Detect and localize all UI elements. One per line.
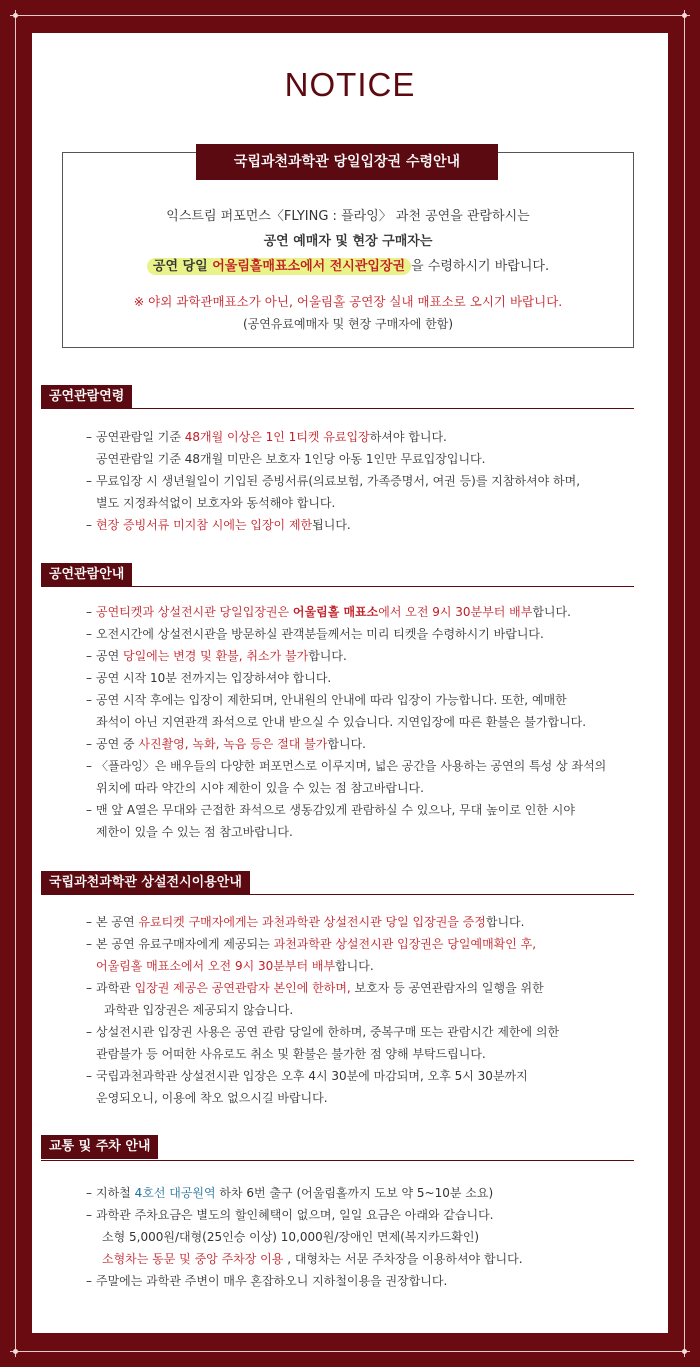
box-line-4: ※ 야외 과학관매표소가 아닌, 어울림홀 공연장 실내 매표소로 오시기 바랍니다. bbox=[133, 294, 563, 309]
list-item: – 맨 앞 A열은 무대와 근접한 좌석으로 생동감있게 관람하실 수 있으나, 무대 높이로 인한 시야 bbox=[86, 803, 575, 817]
page-title: NOTICE bbox=[284, 66, 416, 103]
box-line-2: 공연 예매자 및 현장 구매자는 bbox=[263, 234, 433, 249]
section-rule bbox=[41, 1160, 634, 1161]
list-item: – 과학관 입장권 제공은 공연관람자 본인에 한하며, 보호자 등 공연관람자의 일행을 위한 bbox=[86, 981, 544, 995]
section-header-age: 공연관람연령 bbox=[41, 385, 132, 409]
corner-dot-icon bbox=[13, 13, 18, 18]
list-item: – 공연 중 사진촬영, 녹화, 녹음 등은 절대 불가합니다. bbox=[86, 737, 366, 751]
notice-panel bbox=[32, 33, 668, 1333]
border-line-left bbox=[15, 10, 16, 1357]
list-item: – 공연티켓과 상설전시관 당일입장권은 어울림홀 매표소에서 오전 9시 30분부터 배부합니다. bbox=[86, 605, 571, 619]
list-item: 관람불가 등 어떠한 사유로도 취소 및 환불은 불가한 점 양해 부탁드립니다. bbox=[96, 1047, 486, 1061]
section-rule bbox=[41, 894, 634, 895]
list-item: 제한이 있을 수 있는 점 참고바랍니다. bbox=[96, 825, 293, 839]
list-item: – 무료입장 시 생년월일이 기입된 증빙서류(의료보험, 가족증명서, 여권 등)를 지참하셔야 하며, bbox=[86, 474, 581, 488]
list-item: – 상설전시관 입장권 사용은 공연 관람 당일에 한하며, 중복구매 또는 관람시간 제한에 의한 bbox=[86, 1025, 560, 1039]
list-item: 과학관 입장권은 제공되지 않습니다. bbox=[104, 1003, 294, 1017]
list-item: 어울림홀 매표소에서 오전 9시 30분부터 배부합니다. bbox=[96, 959, 374, 973]
ticket-info-box bbox=[62, 152, 634, 348]
box-line-3: 공연 당일 어울림홀매표소에서 전시관입장권 을 수령하시기 바랍니다. bbox=[63, 255, 633, 274]
list-item: 소형 5,000원/대형(25인승 이상) 10,000원/장애인 면제(복지카드확인) bbox=[102, 1230, 480, 1244]
border-line-bottom bbox=[10, 1351, 690, 1352]
section-header-exhibit: 국립과천과학관 상설전시이용안내 bbox=[41, 871, 250, 895]
border-line-right bbox=[684, 10, 685, 1357]
list-item: – 〈플라잉〉은 배우들의 다양한 퍼포먼스로 이루지며, 넓은 공간을 사용하는 공연의 특성 상 좌석의 bbox=[86, 759, 607, 773]
list-item: – 국립과천과학관 상설전시관 입장은 오후 4시 30분에 마감되며, 오후 5시 30분까지 bbox=[86, 1069, 528, 1083]
section-header-transport: 교통 및 주차 안내 bbox=[41, 1135, 158, 1159]
box-line-5: (공연유료예매자 및 현장 구매자에 한함) bbox=[242, 317, 454, 331]
corner-dot-icon bbox=[13, 1349, 18, 1354]
list-item: 별도 지정좌석없이 보호자와 동석해야 합니다. bbox=[96, 496, 336, 510]
box-header: 국립과천과학관 당일입장권 수령안내 bbox=[196, 144, 498, 180]
list-item: 운영되오니, 이용에 착오 없으시길 바랍니다. bbox=[96, 1091, 328, 1105]
list-item: 위치에 따라 약간의 시야 제한이 있을 수 있는 점 참고바랍니다. bbox=[96, 781, 424, 795]
list-item: – 본 공연 유료구매자에게 제공되는 과천과학관 상설전시관 입장권은 당일예매확인 후, bbox=[86, 937, 537, 951]
list-item: 공연관람일 기준 48개월 미만은 보호자 1인당 아동 1인만 무료입장입니다. bbox=[96, 452, 486, 466]
list-item: 좌석이 아닌 지연관객 좌석으로 안내 받으실 수 있습니다. 지연입장에 따른 환불은 불가합니다. bbox=[96, 715, 587, 729]
list-item: – 공연관람일 기준 48개월 이상은 1인 1티켓 유료입장하셔야 합니다. bbox=[86, 430, 447, 444]
list-item: – 공연 시작 10분 전까지는 입장하셔야 합니다. bbox=[86, 671, 332, 685]
list-item: – 과학관 주차요금은 별도의 할인혜택이 없으며, 일일 요금은 아래와 같습니다. bbox=[86, 1208, 494, 1222]
list-item: – 현장 증빙서류 미지참 시에는 입장이 제한됩니다. bbox=[86, 518, 351, 532]
list-item: – 공연 시작 후에는 입장이 제한되며, 안내원의 안내에 따라 입장이 가능합니다. 또한, 예매한 bbox=[86, 693, 567, 707]
list-item: – 본 공연 유료티켓 구매자에게는 과천과학관 상설전시관 당일 입장권을 증정합니다. bbox=[86, 915, 525, 929]
list-item: – 오전시간에 상설전시관을 방문하실 관객분들께서는 미리 티켓을 수령하시기 바랍니다. bbox=[86, 627, 544, 641]
section-rule bbox=[41, 408, 634, 409]
list-item: – 지하철 4호선 대공원역 하차 6번 출구 (어울림홀까지 도보 약 5~10분 소요) bbox=[86, 1186, 494, 1200]
list-item: – 주말에는 과학관 주변이 매우 혼잡하오니 지하철이용을 권장합니다. bbox=[86, 1274, 448, 1288]
section-header-guide: 공연관람안내 bbox=[41, 563, 132, 587]
list-item: – 공연 당일에는 변경 및 환불, 취소가 불가합니다. bbox=[86, 649, 347, 663]
box-line-1: 익스트림 퍼포먼스〈FLYING : 플라잉〉 과천 공연을 관람하시는 bbox=[166, 209, 530, 224]
border-line-top bbox=[10, 15, 690, 16]
section-rule bbox=[41, 586, 634, 587]
corner-dot-icon bbox=[682, 1349, 687, 1354]
corner-dot-icon bbox=[682, 13, 687, 18]
list-item: 소형차는 동문 및 중앙 주차장 이용 , 대형차는 서문 주차장을 이용하셔야 합니다. bbox=[102, 1252, 523, 1266]
